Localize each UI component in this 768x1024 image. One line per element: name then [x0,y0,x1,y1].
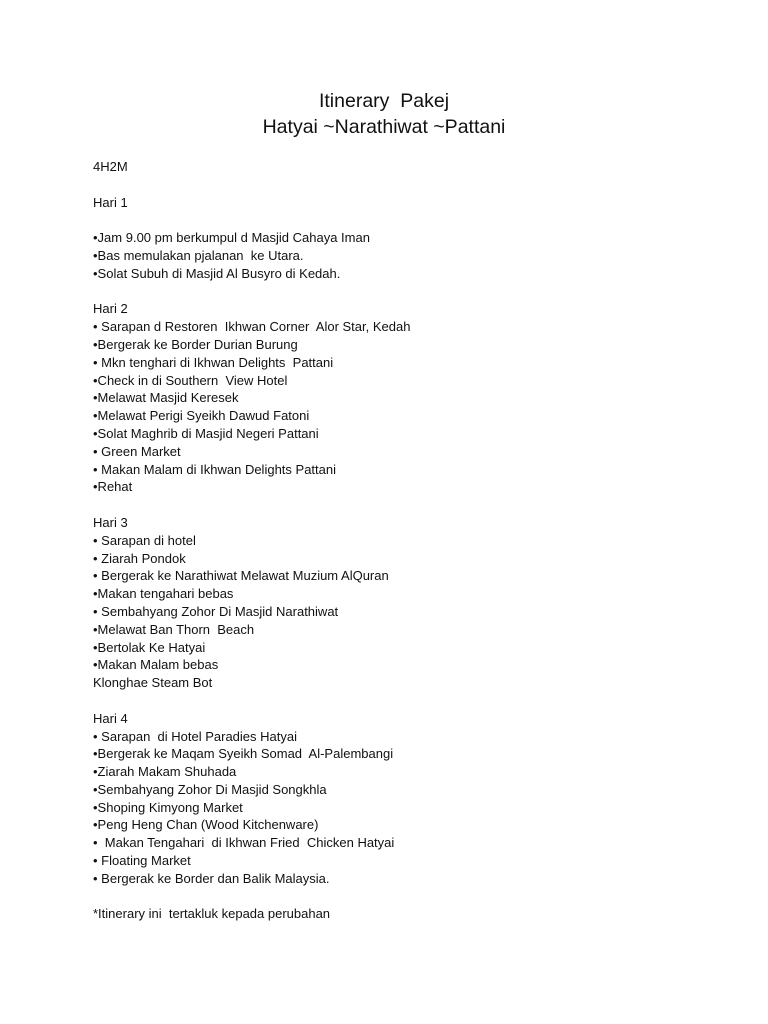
document-title [0,88,768,140]
itinerary-item: Klonghae Steam Bot [93,675,213,691]
itinerary-item: • Floating Market [93,853,191,869]
itinerary-item: •Sembahyang Zohor Di Masjid Songkhla [93,781,327,797]
itinerary-item: • Sembahyang Zohor Di Masjid Narathiwat [93,603,339,619]
spacer [93,888,713,906]
itinerary-item: • Ziarah Pondok [93,550,186,566]
title-line-2: Hatyai ~Narathiwat ~Pattani [262,116,506,138]
itinerary-item: •Jam 9.00 pm berkumpul d Masjid Cahaya Iman [93,230,370,246]
spacer [93,176,713,194]
spacer [93,692,713,710]
itinerary-item: • Sarapan di hotel [93,532,196,548]
itinerary-item: •Check in di Southern View Hotel [93,372,288,388]
itinerary-item: • Mkn tenghari di Ikhwan Delights Pattani [93,354,334,370]
spacer [93,283,713,301]
itinerary-item: •Shoping Kimyong Market [93,799,243,815]
itinerary-item: • Sarapan di Hotel Paradies Hatyai [93,728,297,744]
day-heading: Hari 4 [93,710,128,726]
spacer [93,496,713,514]
title-line-1: Itinerary Pakej [318,90,450,112]
day-heading: Hari 3 [93,514,128,530]
itinerary-item: • Makan Malam di Ikhwan Delights Pattani [93,461,336,477]
day-heading: Hari 2 [93,301,128,317]
itinerary-item: •Bertolak Ke Hatyai [93,639,206,655]
spacer [93,211,713,229]
itinerary-item: •Melawat Masjid Keresek [93,390,239,406]
itinerary-item: • Makan Tengahari di Ikhwan Fried Chicken Hatyai [93,835,395,851]
itinerary-item: •Ziarah Makam Shuhada [93,764,237,780]
footnote: *Itinerary ini tertakluk kepada perubahan [93,906,331,922]
itinerary-item: •Melawat Ban Thorn Beach [93,621,255,637]
itinerary-item: •Bergerak ke Maqam Syeikh Somad Al-Palembangi [93,746,394,762]
itinerary-item: •Peng Heng Chan (Wood Kitchenware) [93,817,319,833]
itinerary-item: •Rehat [93,479,133,495]
itinerary-item: • Sarapan d Restoren Ikhwan Corner Alor Star, Kedah [93,319,411,335]
duration-text: 4H2M [93,159,128,174]
itinerary-item: •Makan tengahari bebas [93,586,234,602]
itinerary-item: • Green Market [93,443,181,459]
itinerary-item: • Bergerak ke Border dan Balik Malaysia. [93,870,330,886]
itinerary-item: •Solat Subuh di Masjid Al Busyro di Kedah. [93,265,341,281]
day-heading: Hari 1 [93,194,128,210]
itinerary-item: •Solat Maghrib di Masjid Negeri Pattani [93,425,319,441]
itinerary-body [93,158,713,923]
itinerary-item: • Bergerak ke Narathiwat Melawat Muzium AlQuran [93,568,389,584]
itinerary-item: •Makan Malam bebas [93,657,219,673]
itinerary-item: •Bergerak ke Border Durian Burung [93,336,298,352]
itinerary-item: •Bas memulakan pjalanan ke Utara. [93,247,304,263]
itinerary-item: •Melawat Perigi Syeikh Dawud Fatoni [93,408,310,424]
